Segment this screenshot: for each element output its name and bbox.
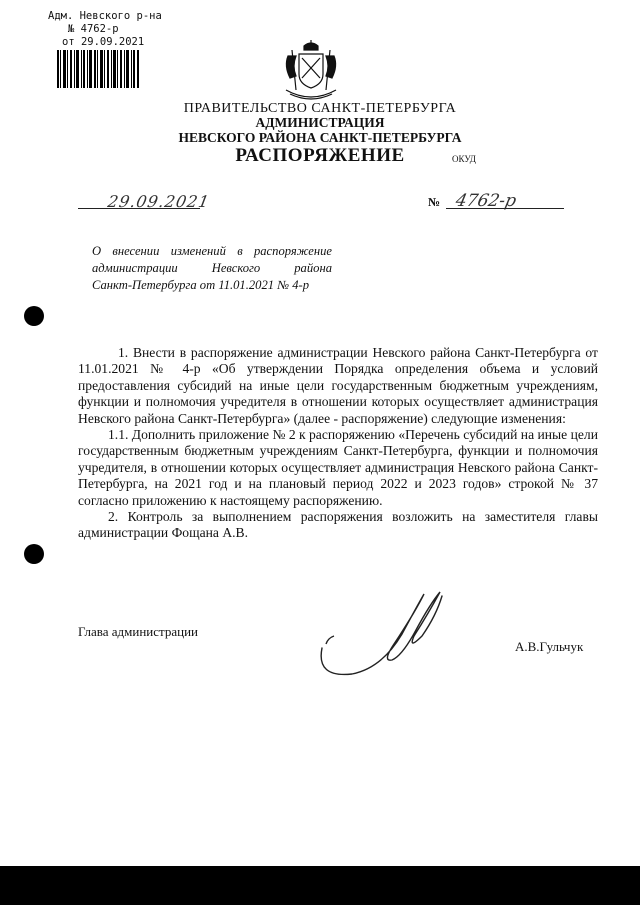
- signatory-title: Глава администрации: [78, 624, 199, 639]
- punch-hole: [24, 544, 44, 564]
- punch-hole: [24, 306, 44, 326]
- header-district: НЕВСКОГО РАЙОНА САНКТ-ПЕТЕРБУРГА: [178, 130, 462, 145]
- date-line: [78, 208, 200, 209]
- subject-line: Санкт-Петербурга от 11.01.2021 № 4-р: [92, 278, 310, 292]
- number-sign: №: [428, 195, 441, 209]
- registry-stamp: [40, 10, 180, 49]
- subject-line: О внесении изменений в распоряжение: [92, 244, 332, 258]
- barcode: [57, 50, 139, 88]
- handwritten-number: 4762-р: [453, 191, 519, 211]
- paragraph-1-1: 1.1. Дополнить приложение № 2 к распоряжению «Перечень субсидий на иные цели государственным бюджетным учреждениям Санкт-Петербурга, функции и полномочия учредителя, в отношении которых осуществляет администрация Невского района Санкт-Петербурга, на 2021 год и на плановый период 2022 и 2023 годов» строкой № 37 согласно приложению к настоящему распоряжению.: [78, 427, 598, 508]
- document-subject: [92, 243, 332, 294]
- okud-label: ОКУД: [452, 154, 476, 164]
- document-body: [78, 345, 598, 542]
- paragraph-2: 2. Контроль за выполнением распоряжения возложить на заместителя главы администрации Фощана А.В.: [78, 509, 598, 541]
- signatory-name: А.В.Гульчук: [515, 639, 584, 654]
- stamp-date: от 29.09.2021: [62, 36, 145, 48]
- header-administration: АДМИНИСТРАЦИЯ: [255, 115, 385, 130]
- subject-line: администрации Невского района: [92, 261, 332, 275]
- handwritten-signature: [312, 588, 482, 688]
- scan-border: [0, 866, 640, 905]
- number-line: [446, 208, 564, 209]
- header-government: ПРАВИТЕЛЬСТВО САНКТ-ПЕТЕРБУРГА: [183, 101, 457, 116]
- paragraph-1: 1. Внести в распоряжение администрации Невского района Санкт-Петербурга от 11.01.2021 № 4-р «Об утверждении Порядка определения объема и условий предоставления субсидий на иные цели государственным бюджетным учреждениям, функции и полномочия учредителя в отношении которых осуществляет администрация Невского района Санкт-Петербурга» (далее - распоряжение) следующие изменения:: [78, 345, 598, 426]
- document-type-title: РАСПОРЯЖЕНИЕ: [235, 145, 405, 166]
- stamp-office: Адм. Невского р-на: [48, 10, 162, 22]
- stamp-number: № 4762-р: [68, 23, 119, 35]
- coat-of-arms-icon: [282, 40, 340, 102]
- handwritten-date: 29.09.2021: [106, 192, 212, 211]
